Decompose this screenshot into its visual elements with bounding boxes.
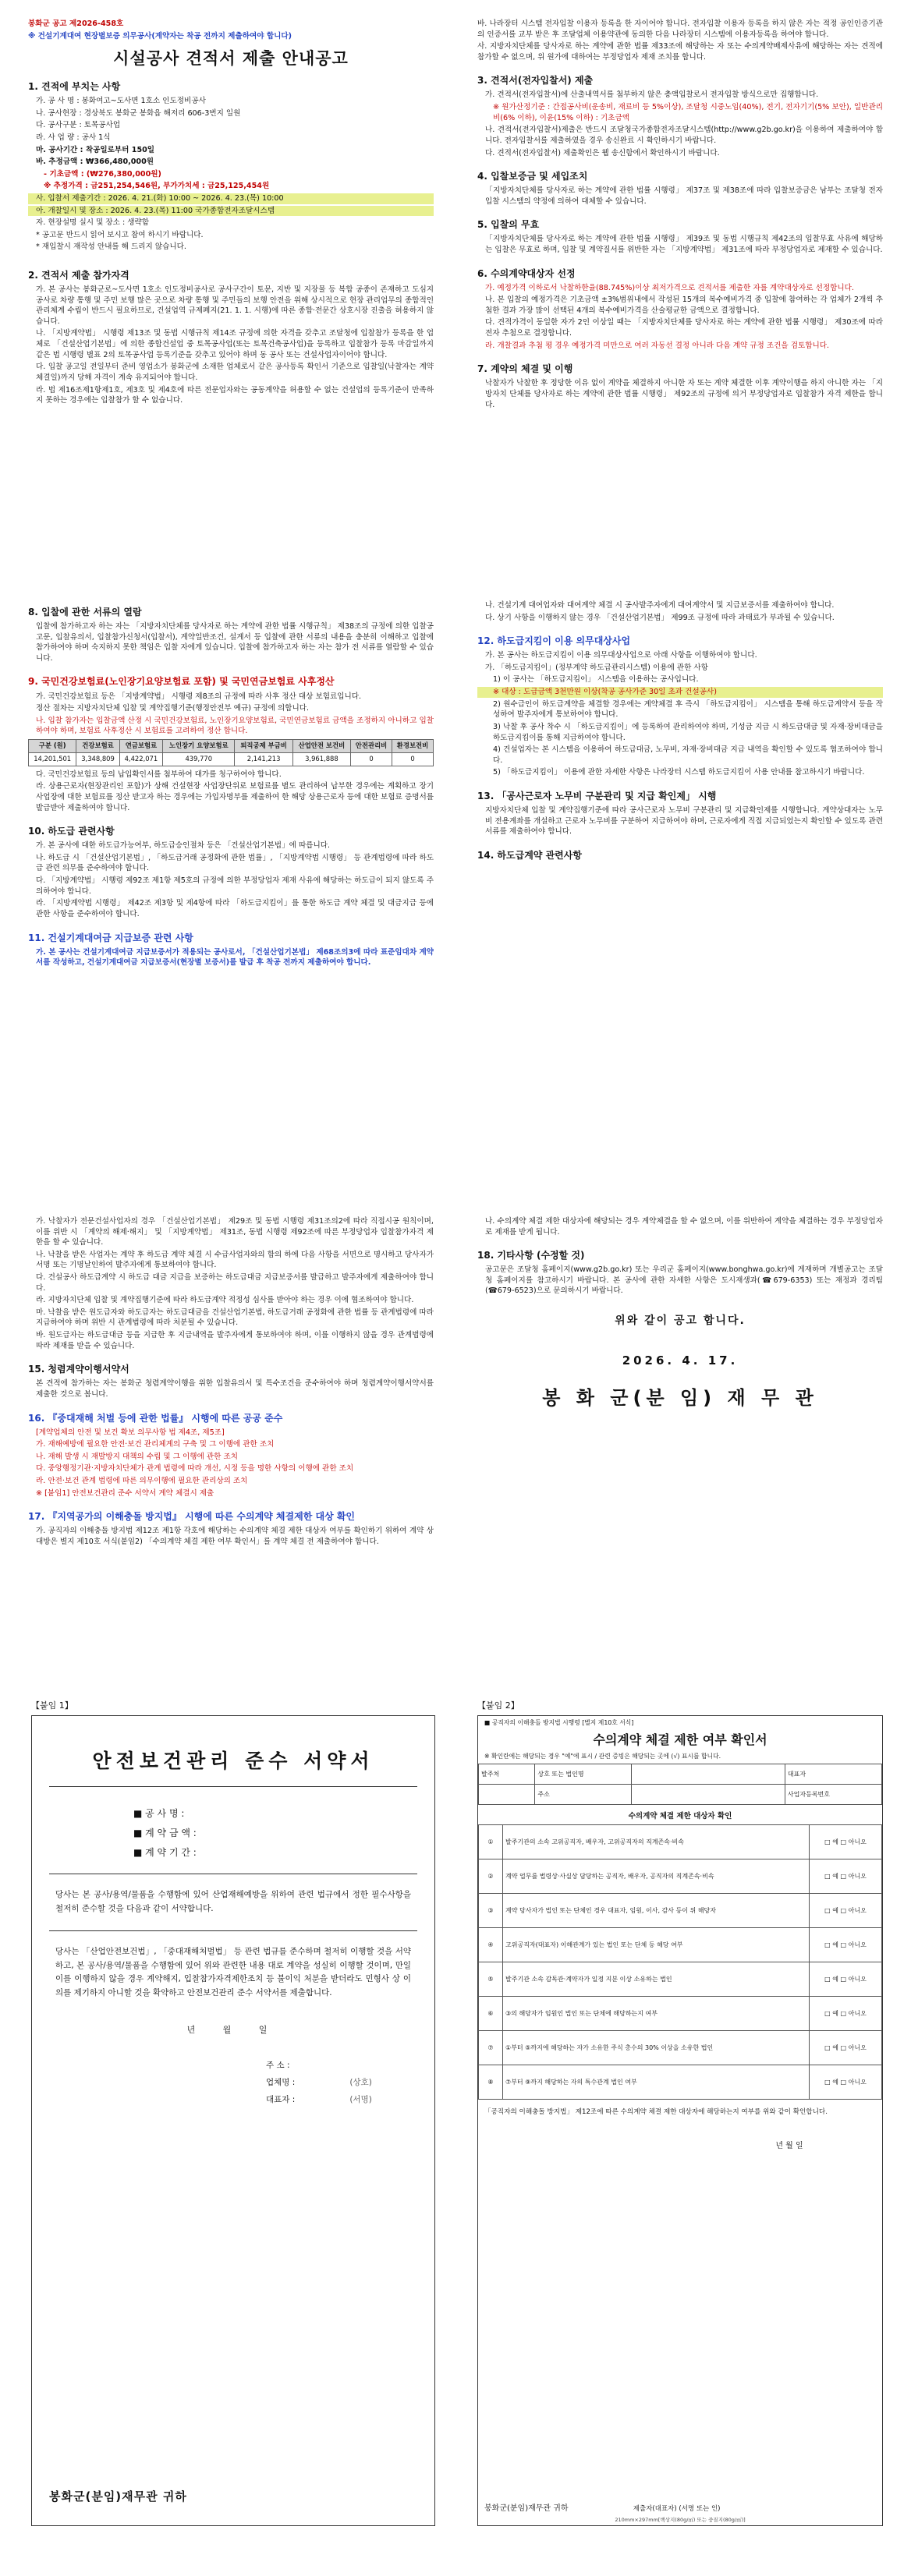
page-title: 시설공사 견적서 제출 안내공고 — [113, 49, 349, 69]
section-8-body: 입찰에 참가하고자 하는 자는 「지방자치단체를 당사자로 하는 계약에 관한 법률 시행규칙」 제38조의 규정에 의한 입찰공고문, 입찰유의서, 입찰참가신청서(입찰서), 계약일반조건, 설계서 등 입찰에 관한 서류의 내용을 충분히 이해하고 입찰에 참가하여야 하며 숙지하지 못한 책임은 입찰 자에게 있습니다. 입찰에 참가하고자 하는 자는 참가 전 서류를 열람할 수 있습니다. — [36, 622, 434, 663]
section-14-cont-item: 나. 낙찰을 받은 사업자는 계약 후 하도급 계약 체결 시 수급사업자와의 합의 하에 다음 사항을 서면으로 명시하고 당사자가 서명 또는 기명날인하여 발주자에게 통보하여야 합니다. — [36, 1250, 434, 1270]
section-4-heading: 4. 입찰보증금 및 세입조치 — [477, 171, 588, 182]
section-17-body: 가. 공직자의 이해충돌 방지법 제12조 제1항 각호에 해당하는 수의계약 체결 제한 대상자 여부를 확인하기 위하여 계약 상대방은 별지 제10호 서식(붙임2) 「수의계약 체결 제한 여부 확인서」를 계약 체결 전 제출하여야 합니다. — [36, 1527, 434, 1546]
section-12-item: 2) 원수급인이 하도급계약을 체결할 경우에는 계약체결 후 즉시 「하도급지킴이」 시스템을 통해 하도급계약서 등을 작성하여 발주자에게 통보하여야 합니다. — [493, 699, 883, 720]
section-14-cont-item: 다. 건설공사 하도급계약 시 하도급 대금 지급을 보증하는 하도급대금 지급보증서를 발급하고 발주자에게 제출하여야 합니다. — [36, 1273, 434, 1293]
section-5-body: 「지방자치단체를 당사자로 하는 계약에 관한 법률 시행령」 제39조 및 동법 시행규칙 제42조의 입찰무효 사유에 해당하는 입찰은 무효로 하며, 입찰 및 계약질서를 위반한 자는 「지방계약법」 제31조에 따라 부정당업자로 제재할 수 있습니다. — [485, 235, 883, 255]
check-yesno[interactable]: □ 예 □ 아니오 — [809, 1894, 881, 1928]
table-row — [479, 1859, 882, 1894]
section-2-item: 가. 본 공사는 봉화군로~도사면 1호소 인도정비공사로 공사구간이 토문, 지반 및 지장물 등 복합 공종이 존재하고 도심지 공사로 차량 통행 및 주민 보행 많은 곳으로 차량 통행 및 주민들의 보행 안전을 위해 상시적으로 현장 관리업무의 종합적인 관리체계 수립이 반드시 필요하므로, 건설업역 규제폐지(21. 1. 1. 시행)에 따른 종합·전문간 상호시장 진출을 허용하지 않습니다. — [36, 285, 434, 326]
attach-1-seal: (서명) — [349, 2094, 372, 2104]
attach-2-bottom: 210mm×297mm[백상지(80g/㎡) 또는 중질지(80g/㎡)] — [615, 2516, 746, 2523]
section-10-item: 다. 「지방계약법」 시행령 제92조 제1항 제5호의 규정에 의한 부정당업자 제재 사유에 해당하는 하도급이 되지 않도록 주의하여야 합니다. — [36, 876, 434, 896]
check-text: 고위공직자(대표자) 이해관계가 있는 법인 또는 단체 등 해당 여부 — [503, 1928, 810, 1962]
section-6-item: 라. 개찰결과 추첨 평 경우 예정가격 미만으로 여러 자동선 결정 아니라 다음 계약 규정 조건을 검토합니다. — [485, 341, 830, 350]
table-cell: 439,770 — [163, 752, 235, 766]
table-header-cell: 퇴직공제 부금비 — [235, 739, 292, 752]
table-row — [479, 1962, 882, 1997]
table-cell: 사업자등록번호 — [785, 1785, 881, 1805]
section-11-cont — [477, 600, 883, 623]
section-16-heading: 16. 『중대재해 처벌 등에 관한 법률』 시행에 따른 공공 준수 — [28, 1412, 283, 1424]
section-2-items — [28, 285, 434, 406]
attach-1-sign-line — [266, 2057, 434, 2074]
attach-2-info-table — [478, 1764, 882, 1805]
attach-1-field: ■ 계 약 금 액 : — [133, 1827, 197, 1838]
table-row — [479, 1928, 882, 1962]
attach-1-fields — [133, 1804, 434, 1863]
section-1-item: 바. 추정금액 : ₩366,480,000원 — [36, 157, 154, 167]
section-1-item: 사. 입찰서 제출기간 : 2026. 4. 21.(화) 10:00 ~ 2026. 4. 23.(목) 10:00 — [28, 193, 434, 204]
section-6-item: 가. 예정가격 이하로서 낙찰하한율(88.745%)이상 최저가격으로 견적서를 제출한 자를 계약대상자로 선정합니다. — [485, 283, 854, 292]
section-6-item: 다. 견적가격이 동일한 자가 2인 이상일 때는 「지방자치단체를 당사자로 하는 계약에 관한 법률 시행령」 제30조에 따라 전자 추첨으로 결정합니다. — [485, 318, 883, 338]
section-3-item: ※ 원가산정기준 : 간접공사비(운송비, 재료비 등 5%이상), 조달청 시중노임(40%), 전기, 전자기기(5% 보안), 일반관리비(6% 이하), 이윤(15% 이하) : 기초금액 — [493, 103, 883, 122]
attach-1-field: ■ 공 사 명 : — [133, 1807, 185, 1819]
attach-1-sign — [266, 2057, 434, 2108]
check-yesno[interactable]: □ 예 □ 아니오 — [809, 2031, 881, 2065]
table-cell: 4,422,071 — [119, 752, 162, 766]
section-12-item: 가. 「하도급지킴이」(정부계약 하도급관리시스템) 이용에 관한 사항 — [485, 663, 708, 672]
table-cell: 상호 또는 법인명 — [535, 1764, 632, 1785]
attach-2-form — [477, 1715, 883, 2526]
section-11-cont-item: 다. 상기 사항을 이행하지 않는 경우 「건설산업기본법」 제99조 규정에 따라 과태료가 부과될 수 있습니다. — [485, 613, 835, 622]
section-9-tail-item: 다. 국민건강보험료 등의 납입확인서를 첨부하여 대가를 청구하여야 합니다. — [36, 770, 282, 779]
table-header-cell: 산업안전 보건비 — [292, 739, 350, 752]
section-12-items — [477, 650, 883, 778]
section-16-item: 라. 안전·보건 관계 법령에 따른 의무이행에 필요한 관리상의 조치 — [36, 1477, 248, 1486]
column-right-2 — [477, 600, 883, 1240]
check-index: ② — [479, 1859, 503, 1894]
section-17-body-2: 나. 수의계약 체결 제한 대상자에 해당되는 경우 계약체결을 할 수 없으며, 이를 위반하여 계약을 체결하는 경우 부정당업자로 제재를 받게 됩니다. — [485, 1217, 883, 1237]
section-6-heading: 6. 수의계약대상자 선정 — [477, 267, 576, 279]
table-cell: 14,201,501 — [29, 752, 76, 766]
table-header-cell: 안전관리비 — [351, 739, 392, 752]
section-7-heading: 7. 계약의 체결 및 이행 — [477, 363, 573, 375]
attach-1-field: ■ 계 약 기 간 : — [133, 1846, 197, 1858]
section-16-item: 다. 중앙행정기관·지방자치단체가 관계 법령에 따라 개선, 시정 등을 명한 사항의 이행에 관한 조치 — [36, 1464, 354, 1474]
table-row — [479, 1785, 882, 1805]
section-1-item: - 기초금액 : (₩276,380,000원) — [44, 169, 161, 179]
section-14-cont — [28, 1216, 434, 1351]
check-index: ⑧ — [479, 2065, 503, 2100]
section-1-item: * 공고문 반드시 읽어 보시고 참여 하시기 바랍니다. — [36, 230, 204, 239]
table-row — [479, 1894, 882, 1928]
section-12-item: 1) 이 공사는 「하도급지킴이」 시스템을 이용하는 공사입니다. — [493, 675, 699, 685]
section-9-tail — [28, 770, 434, 813]
attach-1-sign-label: 대표자 : — [266, 2094, 296, 2104]
check-text: 발주기관의 소속 고위공직자, 배우자, 고위공직자의 직계존속·비속 — [503, 1825, 810, 1859]
table-row — [479, 1825, 882, 1859]
section-9-item: 정산 절차는 지방자치단체 입찰 및 계약집행기준(행정안전부 예규) 규정에 의합니다. — [36, 704, 310, 713]
section-10-items — [28, 840, 434, 919]
check-text: ③의 해당자가 임원인 법인 또는 단체에 해당하는지 여부 — [503, 1997, 810, 2031]
attach-1-seal: (상호) — [349, 2077, 372, 2087]
table-cell — [632, 1785, 785, 1805]
attach-2-footer — [484, 2503, 876, 2514]
section-3-heading: 3. 견적서(전자입찰서) 제출 — [477, 75, 594, 87]
section-14-cont-item: 바. 원도급자는 하도급대금 등을 지급한 후 지급내역을 발주자에게 통보하여야 하며, 이를 이행하지 않을 경우 관계법령에 따라 제재를 받을 수 있습니다. — [36, 1331, 434, 1350]
attach-1-date: 년 월 일 — [186, 2025, 280, 2036]
attach-2-law: ■ 공직자의 이해충돌 방지법 시행령 [별지 제10호 서식] — [484, 1719, 634, 1726]
attach-2-title: 수의계약 체결 제한 여부 확인서 — [593, 1732, 767, 1748]
section-12-item: 가. 본 공사는 하도급지킴이 이용 의무대상사업으로 아래 사항을 이행하여야 합니다. — [485, 651, 757, 660]
table-row — [479, 2065, 882, 2100]
section-1-heading: 1. 견적에 부치는 사항 — [28, 81, 121, 93]
attach-1-rule — [49, 1786, 417, 1787]
section-10-item: 나. 하도급 시 「건설산업기본법」, 「하도급거래 공정화에 관한 법률」, 「지방계약법 시행령」 등 관계법령에 따라 하도급 관련 의무를 준수하여야 합니다. — [36, 853, 434, 873]
check-yesno[interactable]: □ 예 □ 아니오 — [809, 2065, 881, 2100]
section-18-heading: 18. 기타사항 (수정할 것) — [477, 1250, 585, 1261]
attach-1-title: 안전보건관리 준수 서약서 — [92, 1750, 374, 1772]
section-6-item: 나. 본 입찰의 예정가격은 기초금액 ±3%범위내에서 작성된 15개의 복수예비가격 중 입찰에 참여하는 각 업체가 2개씩 추첨한 결과 가장 많이 선택된 4개의 복수예비가격을 산술평균한 금액으로 결정합니다. — [485, 295, 883, 315]
table-cell: 대표자 — [785, 1764, 881, 1785]
section-11-body: 가. 본 공사는 건설기계대여금 지급보증서가 적용되는 공사로서, 「건설산업기본법」 제68조의3에 따라 표준임대차 계약서를 작성하고, 건설기계대여금 지급보증서(현장별 보증서)를 발급 후 착공 전까지 제출하여야 합니다. — [36, 947, 434, 968]
warning-line: ※ 건설기계대여 현장별보증 의무공사(계약자는 착공 전까지 제출하여야 합니다) — [28, 31, 292, 41]
attach-2-signer: 제출자(대표자) (서명 또는 인) — [633, 2504, 721, 2513]
section-14-cont-item: 가. 낙찰자가 전문건설사업자의 경우 「건설산업기본법」 제29조 및 동법 시행령 제31조의2에 따라 직접시공 원칙이며, 이를 위반 시 「계약의 해제·해지」 및 「지방계약법」 제31조, 동법 시행령 제92조에 따른 부정당업자 입찰참가자격 제한을 할 수 있습니다. — [36, 1217, 434, 1247]
attach-2-note: ※ 확인란에는 해당되는 경우 "예"에 표시 / 관련 증빙은 해당되는 곳에 (√) 표시를 합니다. — [484, 1753, 721, 1760]
section-11-cont-item: 나. 건설기계 대여업자와 대여계약 체결 시 공사발주자에게 대여계약서 및 지급보증서를 제출하여야 합니다. — [485, 601, 835, 610]
section-2-cont-1: 바. 나라장터 시스템 전자입찰 이용자 등록을 한 자이어야 합니다. 전자입찰 이용자 등록을 하지 않은 자는 적정 공인인증기관의 인증서를 교부 받은 후 조달업체 이용약관에 동의한 다음 나라장터 시스템에 이용자등록을 하여야 합니다. — [477, 19, 883, 39]
table-cell — [632, 1764, 785, 1785]
notice-number: 봉화군 공고 제2026-458호 — [28, 19, 124, 28]
column-left-3 — [28, 1216, 434, 1583]
attach-2-date: 년 월 일 — [775, 2141, 803, 2150]
section-1-item: 나. 공사현장 : 경상북도 봉화군 봉화읍 해저리 606-3번지 일원 — [36, 108, 241, 118]
check-text: 계약 당사자가 법인 또는 단체인 경우 대표자, 임원, 이사, 감사 등이 위 해당자 — [503, 1894, 810, 1928]
section-3-item: 가. 견적서(전자입찰서)에 산출내역서를 첨부하지 않은 총액입찰로서 전자입찰 방식으로만 집행합니다. — [485, 90, 819, 100]
section-1-items — [28, 96, 434, 253]
section-2-cont-2: 사. 지방자치단체를 당사자로 하는 계약에 관한 법률 제33조에 해당하는 자 또는 수의계약배제사유에 해당하는 자는 견적에 참가할 수 없으며, 위 원가에 대하여는 부정당업자 제재 조치를 합니다. — [477, 42, 883, 62]
section-16-items — [28, 1428, 434, 1499]
section-9-items — [28, 692, 434, 737]
check-index: ① — [479, 1825, 503, 1859]
table-header-cell: 구분 (원) — [29, 739, 76, 752]
section-5-heading: 5. 입찰의 무효 — [477, 219, 540, 231]
section-16-item: 가. 재해예방에 필요한 안전·보건 관리체계의 구축 및 그 이행에 관한 조치 — [36, 1440, 275, 1449]
section-13-heading: 13. 「공사근로자 노무비 구분관리 및 지급 확인제」 시행 — [477, 790, 717, 801]
attach-2-check-table — [478, 1824, 882, 2100]
check-text: 계약 업무를 법령상·사실상 담당하는 공직자, 배우자, 공직자의 직계존속·비속 — [503, 1859, 810, 1894]
section-12-item: 4) 건설업자는 본 시스템을 이용하여 하도급대금, 노무비, 자재·장비대금 지급 내역을 확인할 수 있도록 협조하여야 합니다. — [493, 745, 883, 765]
section-12-item: ※ 대상 : 도급금액 3천만원 이상(착공 공사가준 30일 초과 건설공사) — [477, 687, 883, 698]
table-row — [479, 1764, 882, 1785]
section-15-heading: 15. 청렴계약이행서약서 — [28, 1364, 129, 1375]
section-17-heading: 17. 『지역공가의 이해충돌 방지법』 시행에 따른 수의계약 체결제한 대상 확인 — [28, 1511, 356, 1523]
section-16-item: 나. 재해 발생 시 재발방지 대책의 수립 및 그 이행에 관한 조치 — [36, 1452, 239, 1461]
attach-1-sign-label: 주 소 : — [266, 2060, 290, 2070]
table-header-cell: 건강보험료 — [76, 739, 119, 752]
section-10-item: 라. 「지방계약법 시행령」 제42조 제3항 및 제4항에 따라 「하도급지킴이」를 통한 하도급 계약 체결 및 대금지급 등에 관한 사항을 준수하여야 합니다. — [36, 899, 434, 918]
section-2-item: 다. 입찰 공고일 전일부터 준비 영업소가 봉화군에 소재한 업체로서 같은 공사등록 확인서 기준으로 입찰일(낙찰자는 계약체결일)까지 당해 자격이 계속 유지되어야 합니다. — [36, 363, 434, 382]
check-yesno[interactable]: □ 예 □ 아니오 — [809, 1962, 881, 1997]
section-3-items — [477, 90, 883, 158]
section-4-body: 「지방자치단체를 당사자로 하는 계약에 관한 법률 시행령」 제37조 및 제38조에 따라 입찰보증금은 남부는 조달청 전자입찰 시스템의 약정에 의하여 대체할 수 있습니다. — [485, 186, 883, 206]
attach-1-foot: 봉화군(분임)재무관 귀하 — [49, 2489, 187, 2503]
check-yesno[interactable]: □ 예 □ 아니오 — [809, 1997, 881, 2031]
attach-1-sign-label: 업체명 : — [266, 2077, 296, 2087]
section-3-item: 나. 견적서(전자입찰서)제출은 반드시 조달청국가종합전자조달시스템(http://www.g2b.go.kr)을 이용하여 제출하여야 합니다. 전자입찰서를 제출하였을 경우 송신완료 시 확인하시기 바랍니다. — [485, 126, 883, 145]
section-14-cont-item: 마. 낙찰을 받은 원도급자와 하도급자는 하도급대금을 건설산업기본법, 하도급거래 공정화에 관한 법률 등 관계법령에 따라 지급하여야 하며 위반 시 관계법령에 따라 처분될 수 있습니다. — [36, 1307, 434, 1328]
table-cell: 주소 — [535, 1785, 632, 1805]
section-12-heading: 12. 하도급지킴이 이용 의무대상사업 — [477, 635, 631, 647]
section-18-body: 공고문은 조달청 홈페이지(www.g2b.go.kr) 또는 우리군 홈페이지(www.bonghwa.go.kr)에 게재하며 개별공고는 조달청 홈페이지를 참고하시기 바랍니다. 본 공사에 관한 자세한 사항은 도시재생과(☎679-6353) 또는 재정과 경리팀(☎679-6523)으로 문의하시기 바랍니다. — [485, 1265, 883, 1296]
section-2-item: 라. 법 제16조제1항제1호, 제3호 및 제4호에 따른 전문업자와는 공동계약을 허용할 수 없는 건설업의 등록기준이 만족하지 못하는 경우에는 입찰참가 할 수 없습니다. — [36, 385, 434, 405]
check-index: ③ — [479, 1894, 503, 1928]
check-yesno[interactable]: □ 예 □ 아니오 — [809, 1825, 881, 1859]
closing-date: 2026. 4. 17. — [622, 1353, 739, 1368]
section-1-item: * 재입찰시 재작성 안내를 해 드리지 않습니다. — [36, 242, 186, 252]
attach-1-rule-3 — [49, 1930, 417, 1931]
table-header-cell: 노인장기 요양보험료 — [163, 739, 235, 752]
section-10-heading: 10. 하도급 관련사항 — [28, 826, 115, 837]
check-index: ④ — [479, 1928, 503, 1962]
section-14-cont-item: 라. 지방자치단체 입찰 및 계약집행기준에 따라 하도급계약 적정성 심사를 받아야 하는 경우 이에 협조하여야 합니다. — [36, 1296, 414, 1305]
section-9-tail-item: 라. 상용근로자(현장관리인 포함)가 상해 건설현장 사업장단위로 보험료를 별도 관리하여 납부한 경우에는 계획하고 장기 사업장에 대한 보험료를 정산 받고자 하는 경우에는 가입자명부를 제출하여 한 해당 상용근로자 등에 대한 보험료 증명서를 발급받아 제출하여야 합니다. — [36, 782, 434, 812]
section-16-item: [계약업체의 안전 및 보건 확보 의무사항 법 제4조, 제5조] — [36, 1428, 225, 1437]
section-16-item: ※ [붙임1] 안전보건관리 준수 서약서 계약 체결시 제출 — [36, 1488, 214, 1498]
section-11-heading: 11. 건설기계대여금 지급보증 관련 사항 — [28, 932, 193, 943]
check-text: 발주기관 소속 감독관·계약자가 일정 지분 이상 소유하는 법인 — [503, 1962, 810, 1997]
attach-1-pledge: 당사는 본 공사/용역/물품을 수행함에 있어 산업재해예방을 위하여 관련 법규에서 정한 필수사항을 철저히 준수할 것을 다음과 같이 서약합니다. — [55, 1890, 411, 1913]
section-8-heading: 8. 입찰에 관한 서류의 열람 — [28, 607, 142, 617]
check-index: ⑤ — [479, 1962, 503, 1997]
table-cell — [479, 1785, 535, 1805]
table-header-cell: 환경보전비 — [392, 739, 434, 752]
insurance-table — [28, 739, 434, 766]
table-cell: 3,961,888 — [292, 752, 350, 766]
attach-2-tag: 【붙임 2】 — [477, 1700, 519, 1711]
check-yesno[interactable]: □ 예 □ 아니오 — [809, 1859, 881, 1894]
check-index: ⑥ — [479, 1997, 503, 2031]
column-left-2 — [28, 600, 434, 1240]
attach-1-tag: 【붙임 1】 — [31, 1700, 73, 1711]
section-9-item: 나. 입찰 참가자는 입찰금액 산정 시 국민건강보험료, 노인장기요양보험료, 국민연금보험료 금액을 조정하지 아니하고 입찰하여야 하며, 보험료 사후정산 시 보험료를 고려하여 정산 합니다. — [36, 716, 434, 736]
section-2-heading: 2. 견적서 제출 참가자격 — [28, 269, 129, 281]
attach-1-sign-line — [266, 2091, 434, 2108]
section-1-item: 마. 공사기간 : 착공일로부터 150일 — [36, 145, 155, 154]
table-row — [479, 2031, 882, 2065]
table-cell: 발주처 — [479, 1764, 535, 1785]
section-7-body: 낙찰자가 낙찰한 후 정당한 이유 없이 계약을 체결하지 아니한 자 또는 계약 체결한 이후 계약이행을 하지 아니한 자는 「지방자치 단체를 당사자로 하는 계약에 관한 법률 시행령」 제92조의 규정에 의거 부정당업자로 입찰참가 자격 제한을 합니다. — [485, 379, 883, 409]
check-yesno[interactable]: □ 예 □ 아니오 — [809, 1928, 881, 1962]
section-10-item: 가. 본 공사에 대한 하도급가능여부, 하도급승인절차 등은 「건설산업기본법」에 따릅니다. — [36, 841, 331, 851]
column-right-3 — [477, 1216, 883, 1583]
check-index: ⑦ — [479, 2031, 503, 2065]
section-1-item: 아. 개찰일시 및 장소 : 2026. 4. 23.(목) 11:00 국가종합전자조달시스템 — [28, 206, 434, 217]
section-12-item: 3) 낙찰 후 공사 착수 시 「하도급지킴이」에 등록하여 관리하여야 하며, 기성금 지급 시 하도급대금 및 자재·장비대금을 하도급지킴이를 통해 지급하여야 합니다. — [493, 722, 883, 742]
closing-statement: 위와 같이 공고 합니다. — [615, 1315, 746, 1328]
section-13-body: 지방자치단체 입찰 및 계약집행기준에 따라 공사근로자 노무비 구분관리 및 지급확인제를 시행합니다. 계약상대자는 노무비 전용계좌를 개설하고 근로자 노무비를 구분하여 지급하여야 하며, 근로자에게 직접 지급되었는지 확인할 수 있도록 관련 서류를 제출하여야 합니다. — [485, 805, 883, 837]
attach-1-sign-line — [266, 2074, 434, 2091]
table-cell: 0 — [351, 752, 392, 766]
section-1-item: 다. 공사구분 : 토목공사업 — [36, 121, 121, 130]
section-1-item: ※ 추정가격 : 금251,254,546원, 부가가치세 : 금25,125,454원 — [44, 182, 270, 191]
table-cell: 0 — [392, 752, 434, 766]
attach-1-body: 당사는 「산업안전보건법」, 「중대재해처벌법」 등 관련 법규를 준수하며 철저히 이행할 것을 서약하고, 본 공사/용역/물품을 수행함에 있어 위와 관련한 내용 대로 계약을 성실히 이행할 것이며, 만일 이를 이행하지 않을 경우 계약해지, 입찰참가자격제한조치 등 불이익 처분을 받더라도 민형사 상 이의를 제기하지 아니할 것을 확약하고 안전보건관리 준수 서약서를 제출합니다. — [55, 1946, 411, 1998]
section-9-heading: 9. 국민건강보험료(노인장기요양보험료 포함) 및 국민연금보험료 사후정산 — [28, 676, 335, 688]
section-15-body: 본 견적에 참가하는 자는 봉화군 청렴계약이행을 위한 입찰유의서 및 특수조건을 준수하여야 하며 청렴계약이행서약서를 제출한 것으로 봅니다. — [36, 1379, 434, 1399]
section-6-items — [477, 283, 883, 352]
closing-org: 봉 화 군(분 임) 재 무 관 — [542, 1387, 818, 1410]
table-header-cell: 연금보험료 — [119, 739, 162, 752]
table-cell: 3,348,809 — [76, 752, 119, 766]
check-text: ①부터 ⑤까지에 해당하는 자가 소유한 주식 총수의 30% 이상을 소유한 법인 — [503, 2031, 810, 2065]
attach-1-form — [31, 1715, 435, 2526]
section-14-heading: 14. 하도급계약 관련사항 — [477, 849, 582, 861]
section-12-item: 5) 「하도급지킴이」 이용에 관한 자세한 사항은 나라장터 시스템 하도급지킴이 사용 안내를 참고하시기 바랍니다. — [493, 768, 865, 777]
check-text: ⑦부터 ⑨까지 해당하는 자의 특수관계 법인 여부 — [503, 2065, 810, 2100]
section-2-item: 나. 「지방계약법」 시행령 제13조 및 동법 시행규칙 제14조 규정에 의한 자격을 갖추고 조달청에 입찰참가 등록을 한 업체로 「건설산업기본법」에 의한 종합건설업 중 토목공사업(또는 토목건축공사업)을 등록하고 입찰참가 등록 마감일까지 같은 법 시행령 별표 2의 토목공사업 등록기준을 갖추고 있어야 하며 동 공사 또는 건설사업자이어야 합니다. — [36, 329, 434, 359]
section-3-item: 다. 견적서(전자입찰서) 제출확인은 웹 송신함에서 확인하시기 바랍니다. — [485, 148, 720, 157]
section-1-item: 자. 현장설명 실시 및 장소 : 생략함 — [36, 218, 150, 228]
table-cell: 2,141,213 — [235, 752, 292, 766]
section-9-item: 가. 국민건강보험료 등은 「지방계약법」 시행령 제8조의 규정에 따라 사후 정산 대상 보험료입니다. — [36, 692, 362, 701]
table-row — [479, 1997, 882, 2031]
attach-2-foot-note: 「공직자의 이해충돌 방지법」 제12조에 따른 수의계약 체결 제한 대상자에 해당하는지 여부를 위와 같이 확인합니다. — [484, 2108, 828, 2117]
section-1-item: 가. 공 사 명 : 봉화여고~도사면 1호소 인도정비공사 — [36, 97, 206, 106]
attach-2-to: 봉화군(분임)재무관 귀하 — [484, 2503, 569, 2513]
attach-2-check-title: 수의계약 체결 제한 대상자 확인 — [628, 1812, 732, 1821]
section-1-item: 라. 사 업 량 : 공사 1식 — [36, 133, 111, 142]
